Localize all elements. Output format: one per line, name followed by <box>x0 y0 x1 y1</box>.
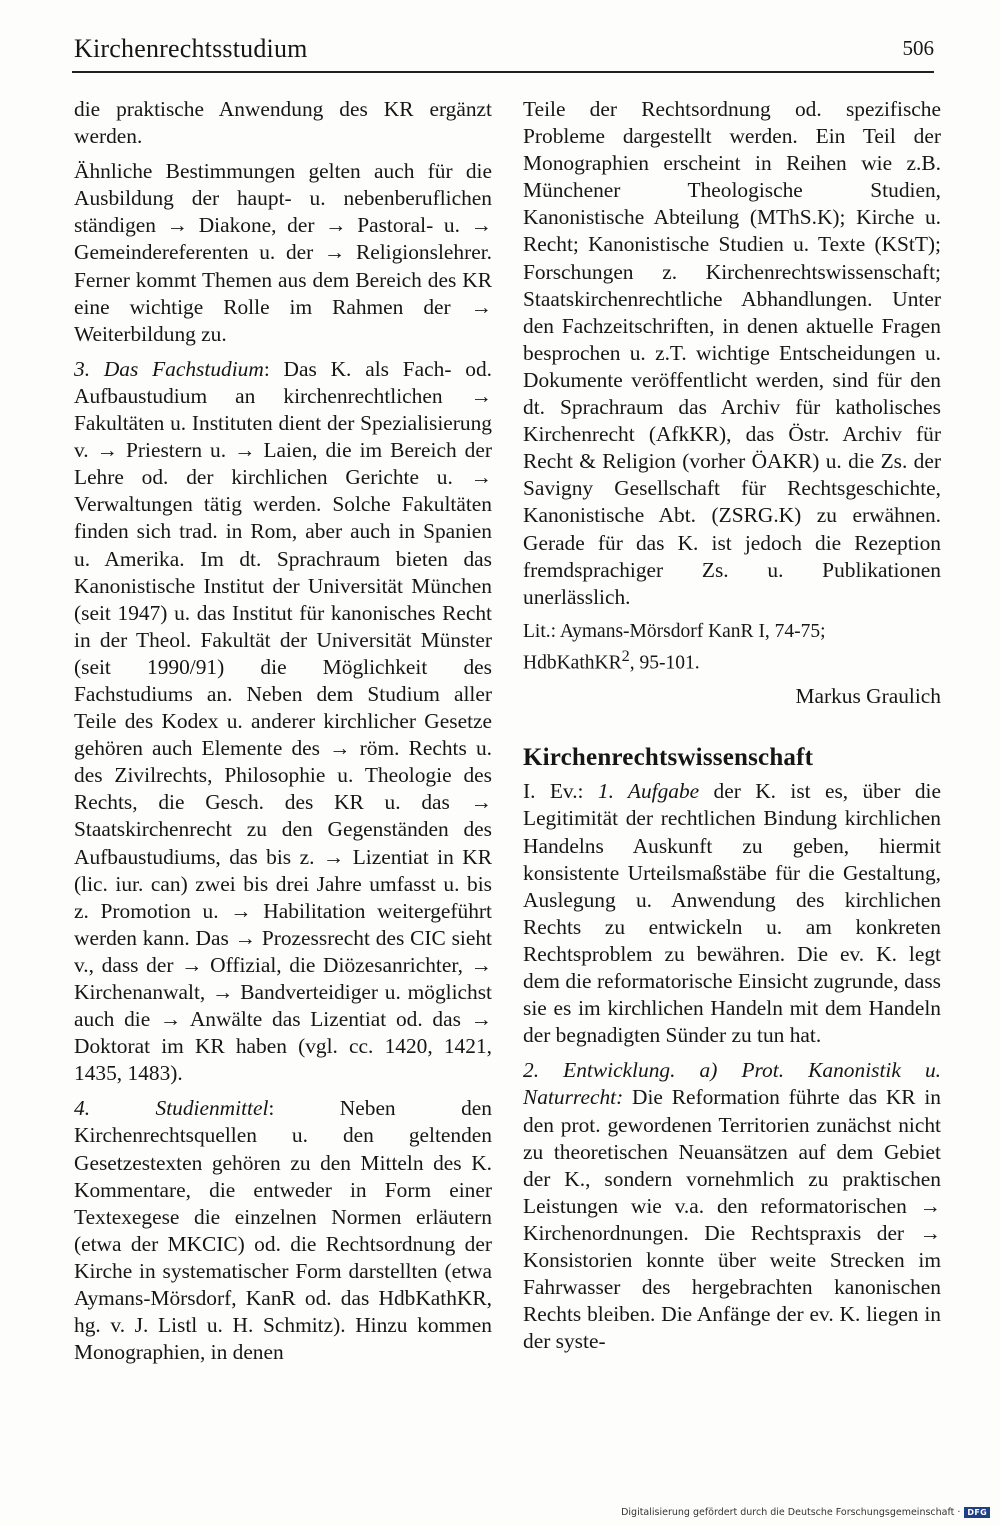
page-number: 506 <box>902 36 934 60</box>
paragraph-studienmittel <box>74 1095 492 1366</box>
running-head <box>74 34 934 68</box>
literature-reference <box>523 619 941 676</box>
paragraph-text: der K. ist es, über die Legitimität der rechtlichen Bindung kirchlichen Handelns Auskunft zu geben, hiermit konsistente Urteilsmaßstäbe für die Gestaltung, Auslegung u. Anwendung des kirchlichen Rechts zu entwickeln u. am konkreten Rechtsproblem zu bewähren. Die ev. K. legt dem die reformatorische Einsicht zugrunde, dass sie es im kirchlichen Handeln mit dem Handeln der begnadigten Sünder zu tun hat. <box>523 779 941 1048</box>
section-label: 1. Aufgabe <box>597 779 700 804</box>
paragraph-aufgabe <box>523 778 941 1049</box>
running-title: Kirchenrechtsstudium <box>74 34 308 63</box>
paragraph: die praktische Anwendung des KR ergänzt werden. <box>74 97 492 149</box>
superscript: 2 <box>621 646 630 665</box>
article-heading: Kirchenrechtswissenschaft <box>523 744 814 772</box>
literature-text: Lit.: Aymans-Mörsdorf KanR I, 74-75; HdbKathKR <box>523 620 826 674</box>
paragraph-text: Die Reformation führte das KR in den prot. gewordenen Territorien zunächst nicht zu theoretischen Neuansätzen auf dem Gebiet der K., sondern vornehmlich zu praktischen Leistungen wie v.a. den reformatorischen → Kirchenordnungen. Die Rechtspraxis der → Konsistorien konnte über weite Strecken im Fahrwasser des hergebrachten kanonischen Rechts bleiben. Die Anfänge der ev. K. liegen in der syste- <box>523 1085 941 1354</box>
right-column <box>523 96 941 1363</box>
paragraph-prefix: I. Ev.: <box>523 779 598 804</box>
header-rule <box>72 71 934 73</box>
dfg-logo: DFG <box>964 1507 990 1518</box>
paragraph-text: : Neben den Kirchenrechtsquellen u. den geltenden Gesetzestexten gehören zu den Mitteln des K. Kommentare, die entweder in Form einer Textexegese die einzelnen Normen erläutern (etwa der MKCIC) od. die Rechtsordnung der Kirche in systematischer Form darstellten (etwa Aymans-Mörsdorf, KanR od. das HdbKathKR, hg. v. J. Listl u. H. Schmitz). Hinzu kommen Monographien, in denen <box>74 1096 492 1365</box>
digitization-footer <box>621 1507 990 1518</box>
section-label: 2. Entwicklung. a) Prot. Kanonistik u. Naturrecht: <box>523 1058 941 1110</box>
section-label: 3. Das Fachstudium <box>74 356 264 381</box>
paragraph-text: : Das K. als Fach- od. Aufbaustudium an kirchenrechtlichen → Fakultäten u. Instituten dient der Spezialisierung v. → Priestern u. → Laien, die im Bereich der Lehre od. der kirchlichen Gerichte u. → Verwaltungen tätig werden. Solche Fakultäten finden sich trad. in Rom, aber auch in Spanien u. Amerika. Im dt. Sprachraum bieten das Kanonistische Institut der Universität München (seit 1947) u. das Institut für kanonisches Recht in der Theol. Fakultät der Universität Münster (seit 1990/91) die Möglichkeit des Fachstudiums an. Neben dem Studium aller Teile des Kodex u. anderer kirchlicher Gesetze gehören auch Elemente des → röm. Rechts u. des Zivilrechts, Philosophie u. Theologie des Rechts, die Gesch. des KR u. das → Staatskirchenrecht zu den Gegenständen des Aufbaustudiums, das bis z. → Lizentiat in KR (lic. iur. can) zwei bis drei Jahre umfasst u. bis z. Promotion u. → Habilitation weitergeführt werden kann. Das → Prozessrecht des CIC sieht v., dass der → Offizial, die Diözesanrichter, → Kirchenanwalt, → Bandverteidiger u. möglichst auch die → Anwälte das Lizentiat od. das → Doktorat im KR haben (vgl. cc. 1420, 1421, 1435, 1483). <box>74 356 493 1086</box>
left-column <box>74 96 492 1374</box>
footer-text: Digitalisierung gefördert durch die Deutsche Forschungsgemeinschaft · <box>621 1507 961 1518</box>
paragraph: Teile der Rechtsordnung od. spezifische Probleme dargestellt werden. Ein Teil der Monographien erscheint in Reihen wie z.B. Münchener Theologische Studien, Kanonistische Abteilung (MThS.K); Kirche u. Recht; Kanonistische Studien u. Texte (KStT); Forschungen z. Kirchenrechtswissenschaft; Staatskirchenrechtliche Abhandlungen. Unter den Fachzeitschriften, in denen aktuelle Fragen besprochen u. z.T. wichtige Entscheidungen u. Dokumente veröffentlicht werden, sind für den dt. Sprachraum das Archiv für katholisches Kirchenrecht (AfkKR), das Östr. Archiv für Recht & Religion (vorher ÖAKR) u. die Zs. der Savigny Gesellschaft für Rechtsgeschichte, Kanonistische Abt. (ZSRG.K) zu erwähnen. Gerade für das K. ist jedoch die Rezeption fremdsprachiger Zs. u. Publikationen unerlässlich. <box>523 97 941 609</box>
paragraph-entwicklung <box>523 1057 941 1355</box>
literature-text-end: , 95-101. <box>629 652 700 674</box>
paragraph-fachstudium <box>74 356 492 1088</box>
article-author: Markus Graulich <box>795 684 941 709</box>
paragraph: Ähnliche Bestimmungen gelten auch für die Ausbildung der haupt- u. nebenberuflichen ständigen → Diakone, der → Pastoral- u. → Gemeindereferenten u. der → Religionslehrer. Ferner kommt Themen aus dem Bereich des KR eine wichtige Rolle im Rahmen der → Weiterbildung zu. <box>74 159 492 346</box>
section-label: 4. Studienmittel <box>74 1096 269 1121</box>
